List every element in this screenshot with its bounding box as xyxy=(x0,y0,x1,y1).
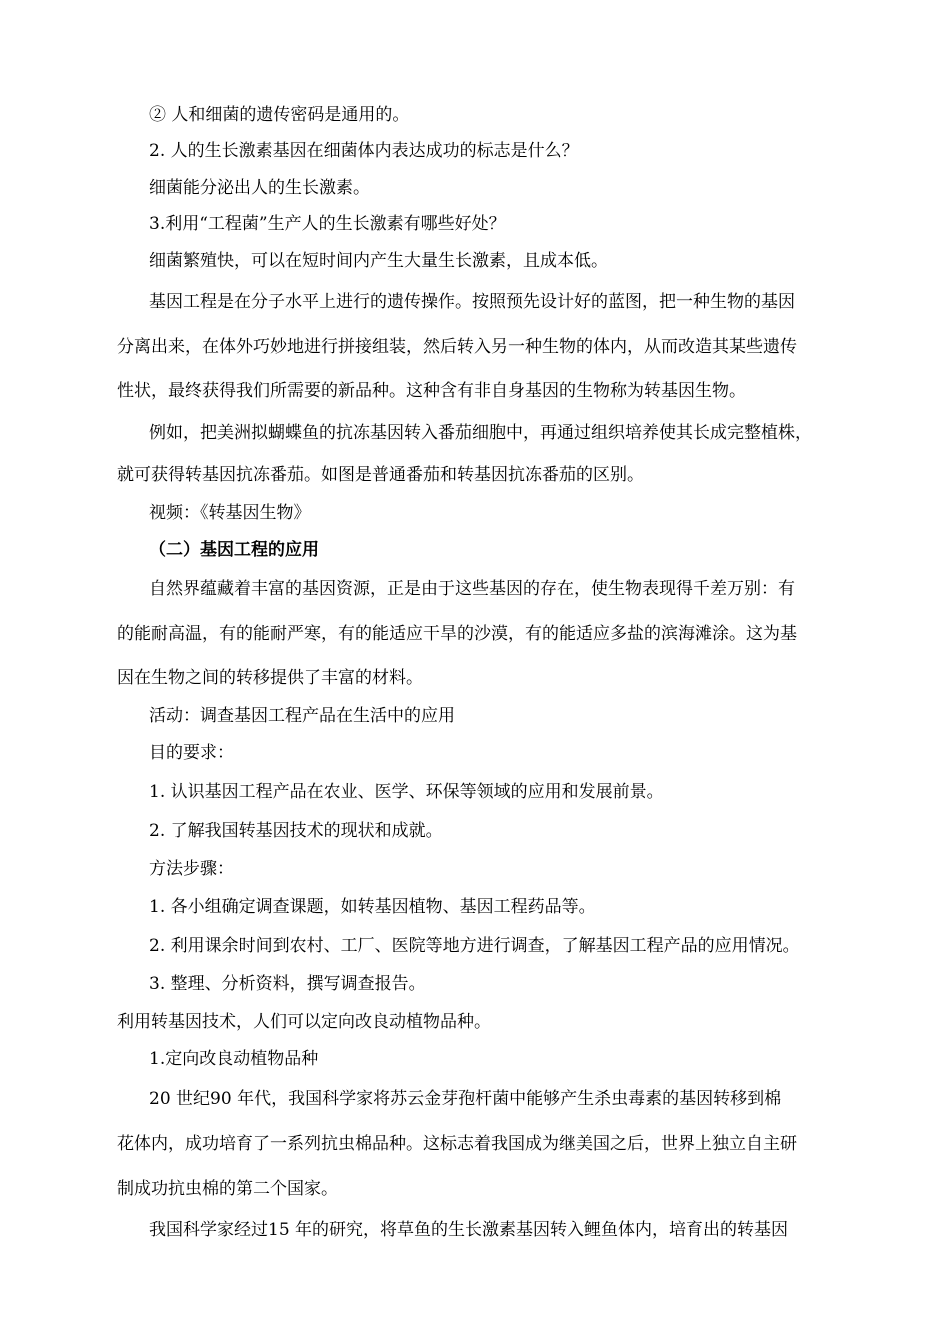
text-line: 1. 认识基因工程产品在农业、医学、环保等领域的应用和发展前景。 xyxy=(149,782,664,802)
text-line: 细菌能分泌出人的生长激素。 xyxy=(149,178,370,198)
text-line: 基因工程是在分子水平上进行的遗传操作。按照预先设计好的蓝图，把一种生物的基因 xyxy=(149,292,795,312)
text-line: 细菌繁殖快，可以在短时间内产生大量生长激素，且成本低。 xyxy=(149,251,608,271)
text-line: 的能耐高温，有的能耐严寒，有的能适应干旱的沙漠，有的能适应多盐的滨海滩涂。这为基 xyxy=(117,624,797,644)
text-line: 1. 各小组确定调查课题，如转基因植物、基因工程药品等。 xyxy=(149,897,596,917)
text-line: 目的要求： xyxy=(149,743,234,763)
text-line: 2. 了解我国转基因技术的现状和成就。 xyxy=(149,821,443,841)
text-line: 20 世纪90 年代，我国科学家将苏云金芽孢杆菌中能够产生杀虫毒素的基因转移到棉 xyxy=(149,1089,782,1109)
text-line: 我国科学家经过15 年的研究，将草鱼的生长激素基因转入鲤鱼体内，培育出的转基因 xyxy=(149,1220,789,1240)
text-line: 分离出来，在体外巧妙地进行拼接组装，然后转入另一种生物的体内，从而改造其某些遗传 xyxy=(117,337,797,357)
text-line: 3. 整理、分析资料，撰写调查报告。 xyxy=(149,974,426,994)
text-line: 因在生物之间的转移提供了丰富的材料。 xyxy=(117,668,423,688)
text-line: 2. 利用课余时间到农村、工厂、医院等地方进行调查，了解基因工程产品的应用情况。 xyxy=(149,936,800,956)
text-line: 2. 人的生长激素基因在细菌体内表达成功的标志是什么？ xyxy=(149,141,579,161)
section-heading: （二）基因工程的应用 xyxy=(149,540,319,560)
text-line: 方法步骤： xyxy=(149,859,234,879)
text-line: 自然界蕴藏着丰富的基因资源，正是由于这些基因的存在，使生物表现得千差万别：有 xyxy=(149,579,795,599)
text-line: 花体内，成功培育了一系列抗虫棉品种。这标志着我国成为继美国之后，世界上独立自主研 xyxy=(117,1134,797,1154)
text-line: 例如，把美洲拟蝴蝶鱼的抗冻基因转入番茄细胞中，再通过组织培养使其长成完整植株， xyxy=(149,423,812,443)
text-line: 利用转基因技术，人们可以定向改良动植物品种。 xyxy=(117,1012,491,1032)
text-line: 制成功抗虫棉的第二个国家。 xyxy=(117,1179,338,1199)
text-line: 性状，最终获得我们所需要的新品种。这种含有非自身基因的生物称为转基因生物。 xyxy=(117,381,746,401)
text-line: 活动：调查基因工程产品在生活中的应用 xyxy=(149,706,455,726)
text-line: ② 人和细菌的遗传密码是通用的。 xyxy=(149,105,410,125)
text-line: 视频：《转基因生物》 xyxy=(149,503,311,523)
text-line: 1.定向改良动植物品种 xyxy=(149,1049,319,1069)
text-line: 3.利用“工程菌”生产人的生长激素有哪些好处？ xyxy=(149,214,506,234)
text-line: 就可获得转基因抗冻番茄。如图是普通番茄和转基因抗冻番茄的区别。 xyxy=(117,465,644,485)
